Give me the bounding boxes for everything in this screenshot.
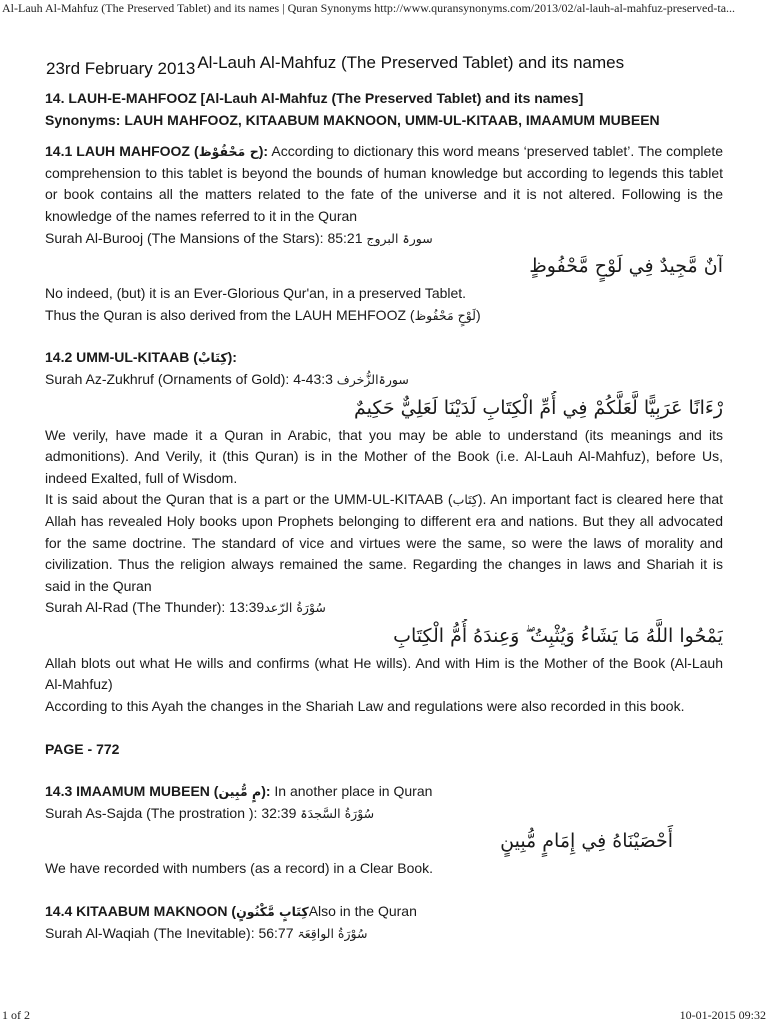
spacer <box>45 880 723 901</box>
surah-ref-arabic: سُوْرَةُ الواقِعَۃ <box>297 925 368 941</box>
section-14-3-label <box>45 783 271 799</box>
spacer <box>45 131 723 141</box>
ayah-arabic: رْءَانًا عَرَبِيًّا لَّعَلَّكُمْ فِي أُمِّ الْكِتَابِ لَدَيْنَا لَعَلِيٌّ حَكِيمٌ <box>354 396 723 419</box>
page-number: 1 of 2 <box>2 1008 30 1022</box>
ayah-arabic: أَحْصَيْنَاهُ فِي إِمَامٍ مُّبِينٍ <box>500 830 673 853</box>
surah-ref-text: Surah As-Sajda (The prostration ): 32:39 <box>45 804 301 821</box>
label-arabic: كِتَابٍ مَّكْنُونٍ <box>236 904 309 920</box>
section-14-1 <box>45 141 723 227</box>
section-14-1-label <box>45 143 268 159</box>
spacer <box>45 760 723 781</box>
label-text: 14.1 LAUH MAHFOOZ ( <box>45 143 199 160</box>
surah-ref <box>45 597 723 619</box>
post-heading <box>46 52 746 78</box>
surah-ref-arabic: سُوْرَةُ الرّعد <box>264 600 326 616</box>
translation: No indeed, (but) it is an Ever-Glorious Qur'an, in a preserved Tablet. <box>45 285 467 302</box>
label-arabic: ح مَحْفُوْظ <box>198 144 259 160</box>
intro-heading: 14. LAUH-E-MAHFOOZ [Al-Lauh Al-Mahfuz (The Preserved Tablet) and its names] <box>45 90 584 106</box>
surah-ref-text: Surah Al-Rad (The Thunder): 13:39 <box>45 599 265 616</box>
surah-ref-arabic: سورۃ البروج <box>366 230 433 246</box>
post-title: Al-Lauh Al-Mahfuz (The Preserved Tablet) and its names <box>197 53 625 72</box>
surah-ref-arabic: سُوْرَةُ السَّجدَۃ <box>300 805 375 821</box>
section-14-3 <box>45 781 723 803</box>
translation-note <box>45 305 723 327</box>
commentary <box>45 489 723 597</box>
section-14-4-label <box>45 901 723 923</box>
surah-ref-arabic: سورۃالزُّخرف <box>336 371 409 387</box>
ayah-arabic: يَمْحُوا اللَّهُ مَا يَشَاءُ وَيُثْبِتُ ۖ وَعِندَهُ أُمُّ الْكِتَابِ <box>393 624 723 647</box>
surah-ref <box>45 369 723 391</box>
label-end: ): <box>261 783 271 800</box>
surah-ref-text: Surah Al-Burooj (The Mansions of the Stars): 85:21 <box>45 229 367 246</box>
translation: We have recorded with numbers (as a record) in a Clear Book. <box>45 860 434 877</box>
commentary-text-b: ). An important fact is cleared here that Allah has revealed Holy books upon Prophets belonging to different era and nations. But they all advocated for the same doctrine. The standard of vice and virtues were the same, so were the laws of morality and civilization. Thus the religion always remained the same. Regarding the changes in laws and Shariah it is said in the Quran <box>45 491 723 594</box>
label-arabic: كِتَابْ <box>197 350 228 366</box>
label-arabic: مٍ مُّبِين <box>218 784 262 800</box>
print-timestamp: 10-01-2015 09:32 <box>679 1008 766 1022</box>
surah-ref-text: Surah Az-Zukhruf (Ornaments of Gold): 4-43:3 <box>45 370 337 387</box>
translation: We verily, have made it a Quran in Arabic, that you may be able to understand (its meanings and its admonitions). And Verily, it (this Quran) is in the Mother of the Book (i.e. Al-Lauh Al-Mahfuz), before Us, indeed Exalted, full of Wisdom. <box>45 426 723 486</box>
section-14-3-body: In another place in Quran <box>270 783 433 800</box>
commentary-arabic: كِتَاب <box>452 492 478 508</box>
label-end: ): <box>258 143 269 160</box>
surah-ref <box>45 803 723 825</box>
surah-ref <box>45 228 723 250</box>
print-footer <box>2 1007 766 1023</box>
intro-synonyms: Synonyms: LAUH MAHFOOZ, KITAABUM MAKNOON, UMM-UL-KITAAB, IMAAMUM MUBEEN <box>45 111 660 128</box>
commentary-text-a: It is said about the Quran that is a part or the UMM-UL-KITAAB ( <box>45 491 453 508</box>
label-end: ): <box>227 349 237 366</box>
surah-ref-text: Surah Al-Waqiah (The Inevitable): 56:77 <box>45 924 298 941</box>
label-text: 14.3 IMAAMUM MUBEEN ( <box>45 783 219 800</box>
print-header: Al-Lauh Al-Mahfuz (The Preserved Tablet) and its names | Quran Synonyms http://www.quransynonyms.com/2013/02/al-lauh-al-mahfuz-preserved-ta... <box>2 1 736 15</box>
surah-ref <box>45 923 723 945</box>
note-arabic: لَوْحٍ مَحْفُوظ <box>414 307 476 323</box>
page-marker: PAGE - 772 <box>45 740 120 757</box>
ayah-arabic: آنٌ مَّجِيدٌ فِي لَوْحٍ مَّحْفُوظٍ <box>529 255 723 278</box>
label-text: 14.4 KITAABUM MAKNOON ( <box>45 903 237 920</box>
post-date: 23rd February 2013 <box>46 59 196 78</box>
section-14-2-label <box>45 347 723 369</box>
post-content <box>45 88 723 944</box>
commentary: According to this Ayah the changes in the Shariah Law and regulations were also recorded in this book. <box>45 698 685 715</box>
spacer <box>45 718 723 739</box>
label-end: Also in the Quran <box>308 903 417 920</box>
note-end: ) <box>476 306 481 323</box>
note-text: Thus the Quran is also derived from the LAUH MEHFOOZ ( <box>45 306 415 323</box>
label-text: 14.2 UMM-UL-KITAAB ( <box>45 349 198 366</box>
section-14-1-body: According to dictionary this word means ‘preserved tablet’. The complete comprehension to this tablet is beyond the bounds of human knowledge but according to legends this tablet or book contains all the matters related to the fate of the universe and it is not altered. Following is the knowledge of the names referred to it in the Quran <box>45 143 723 224</box>
spacer <box>45 326 723 347</box>
translation: Allah blots out what He wills and confirms (what He wills). And with Him is the Mother of the Book (Al-Lauh Al-Mahfuz) <box>45 654 723 693</box>
